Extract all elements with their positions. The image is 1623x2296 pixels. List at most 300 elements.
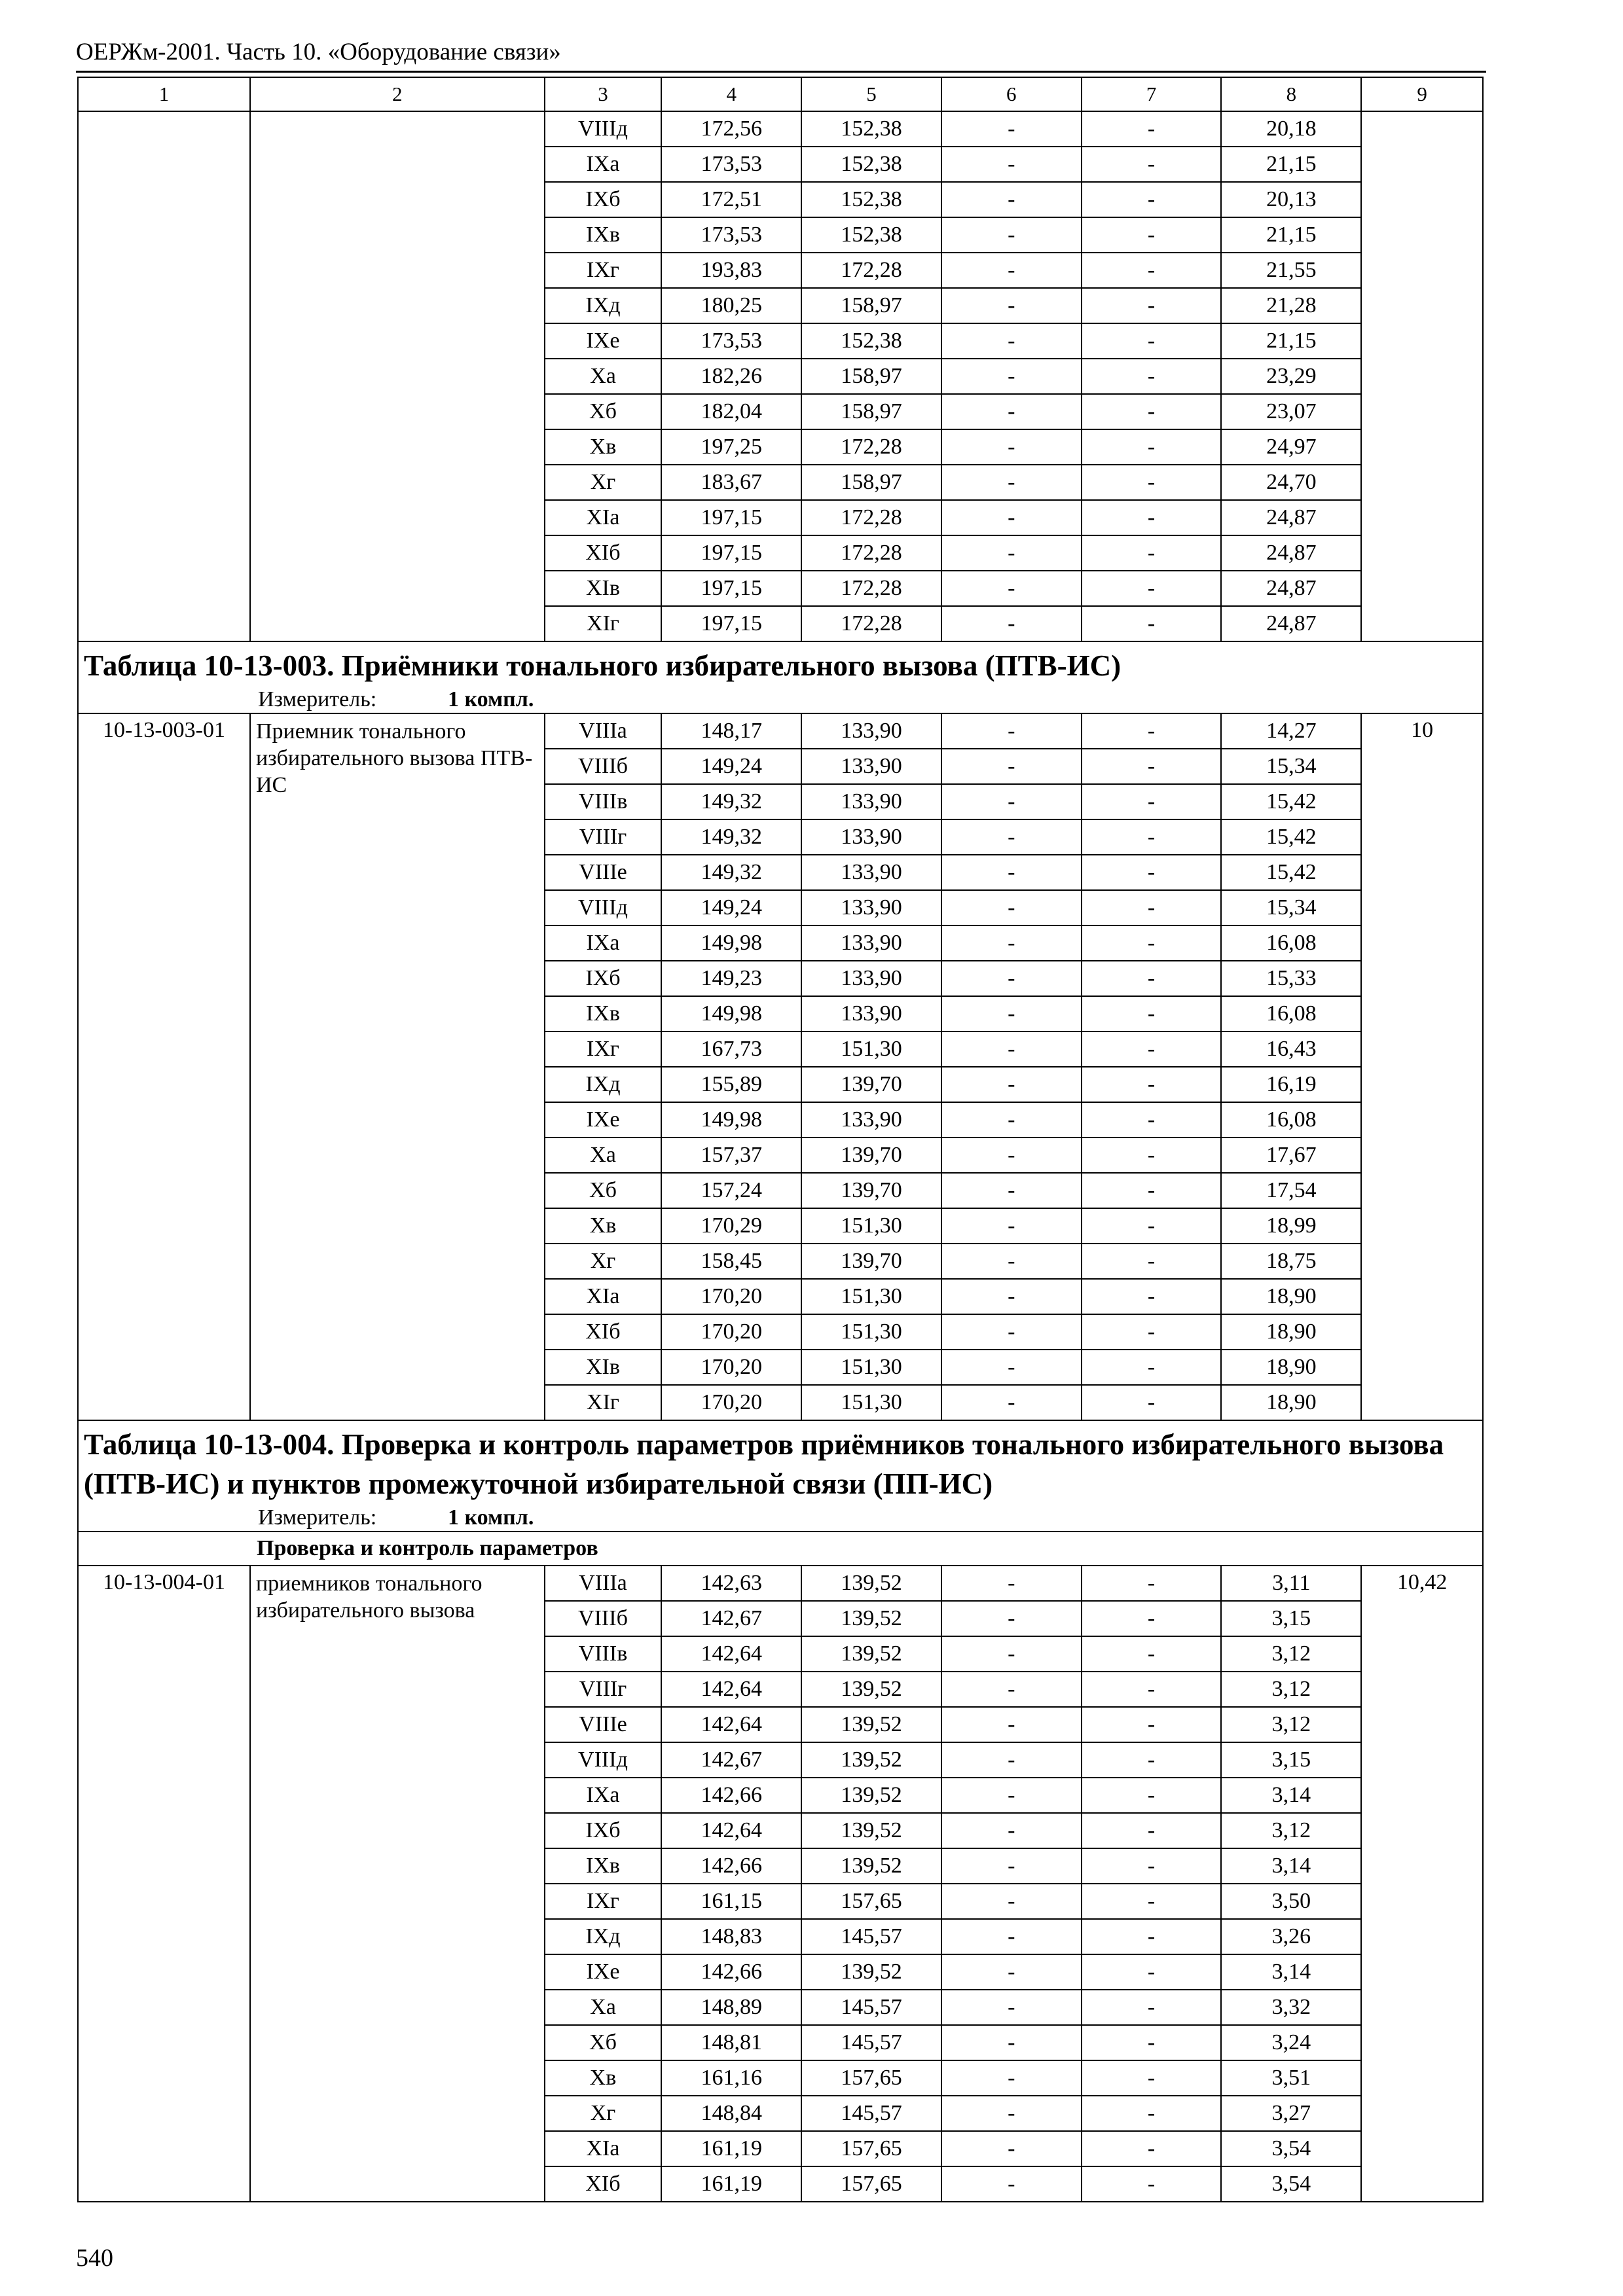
- table-cell: 133,90: [801, 855, 941, 890]
- table-cell: 149,98: [661, 996, 801, 1031]
- table-cell: 149,98: [661, 925, 801, 961]
- table-cell: -: [941, 1279, 1082, 1314]
- table-cell: 24,70: [1221, 465, 1361, 500]
- table-cell: -: [941, 819, 1082, 855]
- table-cell: 161,19: [661, 2166, 801, 2202]
- table-cell: XIб: [545, 535, 662, 571]
- table-cell: 3,54: [1221, 2166, 1361, 2202]
- table-cell: 149,32: [661, 855, 801, 890]
- table-cell: IXе: [545, 1954, 662, 1990]
- table-cell: 170,29: [661, 1208, 801, 1244]
- table-title-cell: [78, 1420, 1483, 1532]
- table-cell: XIг: [545, 606, 662, 641]
- table-cell: 142,66: [661, 1778, 801, 1813]
- table-cell: 170,20: [661, 1279, 801, 1314]
- table-cell: -: [1082, 1244, 1222, 1279]
- table-cell: -: [941, 1884, 1082, 1919]
- table-cell: 151,30: [801, 1350, 941, 1385]
- column-number: 1: [78, 77, 250, 111]
- rates-table: [77, 77, 1484, 2202]
- table-cell: 18,99: [1221, 1208, 1361, 1244]
- table-cell: 3,15: [1221, 1601, 1361, 1636]
- table-cell: -: [941, 713, 1082, 749]
- table-cell: -: [941, 1990, 1082, 2025]
- table-cell: 3,51: [1221, 2060, 1361, 2096]
- table-cell: -: [1082, 1848, 1222, 1884]
- table-cell: 3,14: [1221, 1848, 1361, 1884]
- table-cell: -: [941, 1813, 1082, 1848]
- table-cell: -: [1082, 1636, 1222, 1672]
- table-cell: XIв: [545, 571, 662, 606]
- table-cell: -: [1082, 2025, 1222, 2060]
- table-cell: 172,56: [661, 111, 801, 147]
- table-cell: -: [941, 1672, 1082, 1707]
- table-cell: -: [941, 429, 1082, 465]
- table-cell: 18,90: [1221, 1385, 1361, 1420]
- table-cell: VIIIд: [545, 111, 662, 147]
- table-cell: 133,90: [801, 890, 941, 925]
- table-cell: -: [1082, 819, 1222, 855]
- column-number: 9: [1361, 77, 1483, 111]
- table-cell: -: [1082, 535, 1222, 571]
- table-cell: 170,20: [661, 1385, 801, 1420]
- subheading-row: [78, 1532, 1483, 1566]
- table-cell: XIг: [545, 1385, 662, 1420]
- table-cell: -: [941, 1314, 1082, 1350]
- table-cell: 158,97: [801, 288, 941, 323]
- table-cell: 158,97: [801, 359, 941, 394]
- table-cell: 142,67: [661, 1601, 801, 1636]
- table-cell: 152,38: [801, 217, 941, 253]
- table-cell: -: [941, 1067, 1082, 1102]
- table-cell: -: [941, 1244, 1082, 1279]
- table-cell: VIIIг: [545, 819, 662, 855]
- table-cell: -: [941, 465, 1082, 500]
- table-cell: -: [1082, 2131, 1222, 2166]
- rates-table-body: [78, 77, 1483, 2202]
- table-cell: 148,17: [661, 713, 801, 749]
- table-cell: VIIIг: [545, 1672, 662, 1707]
- table-cell: 21,15: [1221, 147, 1361, 182]
- table-cell: 161,15: [661, 1884, 801, 1919]
- table-cell: 172,28: [801, 500, 941, 535]
- table-cell: IXв: [545, 1848, 662, 1884]
- table-cell: VIIIб: [545, 1601, 662, 1636]
- table-cell: -: [941, 1385, 1082, 1420]
- table-cell: IXа: [545, 1778, 662, 1813]
- table-cell: 3,14: [1221, 1954, 1361, 1990]
- table-cell: 23,29: [1221, 359, 1361, 394]
- table-cell: 133,90: [801, 961, 941, 996]
- column-number: 5: [801, 77, 941, 111]
- column-number-row: [78, 77, 1483, 111]
- table-cell: 157,65: [801, 2131, 941, 2166]
- table-cell: 16,08: [1221, 1102, 1361, 1138]
- table-cell: -: [1082, 1813, 1222, 1848]
- table-cell: 16,19: [1221, 1067, 1361, 1102]
- table-cell: 142,66: [661, 1848, 801, 1884]
- table-cell: 139,52: [801, 1954, 941, 1990]
- table-cell: VIIIв: [545, 784, 662, 819]
- table-cell: -: [1082, 500, 1222, 535]
- table-cell: -: [1082, 749, 1222, 784]
- table-cell: 180,25: [661, 288, 801, 323]
- table-cell: 157,65: [801, 2060, 941, 2096]
- table-cell: 197,15: [661, 606, 801, 641]
- table-cell: 21,15: [1221, 323, 1361, 359]
- table-cell: 17,54: [1221, 1173, 1361, 1208]
- table-cell: 24,87: [1221, 571, 1361, 606]
- table-cell: 16,08: [1221, 925, 1361, 961]
- table-cell: 23,07: [1221, 394, 1361, 429]
- coefficient-cell: [1361, 111, 1483, 641]
- table-cell: 133,90: [801, 749, 941, 784]
- table-cell: 3,12: [1221, 1672, 1361, 1707]
- table-cell: -: [1082, 1102, 1222, 1138]
- table-cell: -: [1082, 147, 1222, 182]
- table-cell: -: [1082, 1385, 1222, 1420]
- measure-label: Измеритель:: [258, 1505, 377, 1530]
- table-cell: -: [1082, 1672, 1222, 1707]
- table-cell: IXг: [545, 253, 662, 288]
- table-cell: -: [1082, 1954, 1222, 1990]
- rate-name: приемников тонального избирательного вызова: [250, 1566, 545, 2202]
- table-cell: 157,37: [661, 1138, 801, 1173]
- table-cell: -: [941, 996, 1082, 1031]
- table-cell: 152,38: [801, 323, 941, 359]
- table-cell: VIIIа: [545, 713, 662, 749]
- table-cell: -: [941, 111, 1082, 147]
- table-cell: -: [1082, 2096, 1222, 2131]
- table-cell: -: [941, 890, 1082, 925]
- table-cell: 197,15: [661, 535, 801, 571]
- table-cell: 139,52: [801, 1778, 941, 1813]
- table-cell: XIб: [545, 1314, 662, 1350]
- table-title: Таблица 10-13-003. Приёмники тонального избирательного вызова (ПТВ-ИС): [84, 649, 1122, 682]
- table-cell: -: [941, 359, 1082, 394]
- table-cell: 145,57: [801, 1990, 941, 2025]
- table-cell: -: [1082, 1314, 1222, 1350]
- table-cell: -: [1082, 1778, 1222, 1813]
- table-cell: -: [1082, 606, 1222, 641]
- table-cell: -: [941, 1208, 1082, 1244]
- table-cell: 3,24: [1221, 2025, 1361, 2060]
- table-cell: 172,28: [801, 253, 941, 288]
- table-cell: 182,26: [661, 359, 801, 394]
- table-cell: 149,98: [661, 1102, 801, 1138]
- table-cell: XIа: [545, 500, 662, 535]
- table-cell: -: [941, 855, 1082, 890]
- table-cell: 151,30: [801, 1279, 941, 1314]
- rate-name: Приемник тонального избирательного вызова ПТВ-ИС: [250, 713, 545, 1420]
- table-cell: 148,89: [661, 1990, 801, 2025]
- table-cell: 197,15: [661, 571, 801, 606]
- table-cell: -: [1082, 996, 1222, 1031]
- table-cell: 149,32: [661, 784, 801, 819]
- table-cell: 3,26: [1221, 1919, 1361, 1954]
- table-cell: 139,52: [801, 1707, 941, 1742]
- table-cell: 158,97: [801, 465, 941, 500]
- table-cell: 133,90: [801, 819, 941, 855]
- table-cell: 24,87: [1221, 535, 1361, 571]
- table-cell: 3,50: [1221, 1884, 1361, 1919]
- table-cell: 18,90: [1221, 1314, 1361, 1350]
- table-cell: 183,67: [661, 465, 801, 500]
- table-cell: -: [1082, 288, 1222, 323]
- table-cell: 133,90: [801, 784, 941, 819]
- measure-line: [84, 1505, 1482, 1531]
- table-cell: 139,70: [801, 1067, 941, 1102]
- table-cell: -: [1082, 217, 1222, 253]
- table-cell: 21,15: [1221, 217, 1361, 253]
- table-cell: 172,28: [801, 571, 941, 606]
- table-cell: 18,90: [1221, 1279, 1361, 1314]
- table-cell: 139,70: [801, 1244, 941, 1279]
- table-cell: -: [941, 1566, 1082, 1601]
- table-title-cell: [78, 641, 1483, 713]
- table-cell: 139,52: [801, 1813, 941, 1848]
- table-cell: 173,53: [661, 323, 801, 359]
- table-cell: 142,66: [661, 1954, 801, 1990]
- table-cell: -: [1082, 1707, 1222, 1742]
- table-cell: 148,83: [661, 1919, 801, 1954]
- table-cell: 139,70: [801, 1138, 941, 1173]
- table-cell: -: [941, 217, 1082, 253]
- table-cell: -: [941, 1102, 1082, 1138]
- table-cell: VIIIб: [545, 749, 662, 784]
- table-cell: -: [941, 2060, 1082, 2096]
- table-cell: -: [1082, 1884, 1222, 1919]
- column-number: 8: [1221, 77, 1361, 111]
- table-cell: 139,52: [801, 1672, 941, 1707]
- table-cell: 18,90: [1221, 1350, 1361, 1385]
- table-cell: 161,19: [661, 2131, 801, 2166]
- table-cell: 3,12: [1221, 1636, 1361, 1672]
- table-cell: -: [941, 1954, 1082, 1990]
- table-cell: -: [941, 1707, 1082, 1742]
- table-cell: 149,24: [661, 890, 801, 925]
- table-cell: 193,83: [661, 253, 801, 288]
- table-cell: -: [1082, 465, 1222, 500]
- table-cell: 133,90: [801, 925, 941, 961]
- table-cell: -: [941, 394, 1082, 429]
- table-cell: Xа: [545, 1990, 662, 2025]
- table-cell: -: [1082, 323, 1222, 359]
- table-cell: 172,28: [801, 535, 941, 571]
- table-cell: 14,27: [1221, 713, 1361, 749]
- table-cell: -: [941, 1778, 1082, 1813]
- table-cell: 3,27: [1221, 2096, 1361, 2131]
- table-cell: -: [1082, 890, 1222, 925]
- table-cell: 149,23: [661, 961, 801, 996]
- column-number: 2: [250, 77, 545, 111]
- table-cell: 139,52: [801, 1742, 941, 1778]
- table-cell: Xг: [545, 2096, 662, 2131]
- table-cell: -: [941, 147, 1082, 182]
- table-cell: -: [1082, 1208, 1222, 1244]
- table-row: [78, 1566, 1483, 1601]
- table-cell: 142,67: [661, 1742, 801, 1778]
- table-cell: 139,52: [801, 1636, 941, 1672]
- table-cell: 139,52: [801, 1601, 941, 1636]
- table-cell: -: [941, 749, 1082, 784]
- table-cell: XIв: [545, 1350, 662, 1385]
- table-cell: Xб: [545, 1173, 662, 1208]
- table-cell: -: [1082, 1350, 1222, 1385]
- table-cell: 151,30: [801, 1208, 941, 1244]
- table-cell: IXд: [545, 1919, 662, 1954]
- table-cell: -: [941, 1636, 1082, 1672]
- table-cell: -: [1082, 961, 1222, 996]
- table-cell: 173,53: [661, 147, 801, 182]
- table-cell: 151,30: [801, 1314, 941, 1350]
- table-cell: 24,97: [1221, 429, 1361, 465]
- table-cell: VIIIе: [545, 855, 662, 890]
- table-cell: -: [1082, 713, 1222, 749]
- table-cell: -: [941, 323, 1082, 359]
- table-cell: Xв: [545, 429, 662, 465]
- table-cell: 142,64: [661, 1672, 801, 1707]
- table-cell: 170,20: [661, 1314, 801, 1350]
- table-title: Таблица 10-13-004. Проверка и контроль параметров приёмников тонального избирательного вызова (ПТВ-ИС) и пунктов промежуточной избирательной связи (ПП-ИС): [84, 1428, 1444, 1500]
- table-cell: -: [941, 1742, 1082, 1778]
- running-head: ОЕРЖм-2001. Часть 10. «Оборудование связи»: [76, 39, 561, 65]
- table-cell: IXв: [545, 996, 662, 1031]
- table-cell: 161,16: [661, 2060, 801, 2096]
- header-rule: [76, 71, 1486, 73]
- table-cell: -: [1082, 1031, 1222, 1067]
- table-cell: -: [941, 1919, 1082, 1954]
- table-cell: 149,24: [661, 749, 801, 784]
- table-cell: -: [1082, 1138, 1222, 1173]
- code-cell: [78, 111, 250, 641]
- table-cell: 148,84: [661, 2096, 801, 2131]
- table-cell: -: [1082, 1742, 1222, 1778]
- measure-line: [84, 687, 1482, 713]
- table-cell: Xг: [545, 465, 662, 500]
- table-cell: 3,11: [1221, 1566, 1361, 1601]
- column-number: 4: [661, 77, 801, 111]
- table-cell: -: [941, 1350, 1082, 1385]
- table-cell: 3,12: [1221, 1813, 1361, 1848]
- table-cell: 197,25: [661, 429, 801, 465]
- table-cell: 15,34: [1221, 749, 1361, 784]
- table-cell: -: [941, 1173, 1082, 1208]
- table-cell: -: [1082, 571, 1222, 606]
- table-cell: 15,34: [1221, 890, 1361, 925]
- table-cell: Xб: [545, 394, 662, 429]
- table-cell: -: [941, 925, 1082, 961]
- table-cell: -: [941, 2131, 1082, 2166]
- table-cell: -: [1082, 1601, 1222, 1636]
- table-cell: 15,42: [1221, 855, 1361, 890]
- coefficient-value: 10: [1361, 713, 1483, 1420]
- table-cell: IXв: [545, 217, 662, 253]
- table-cell: 21,55: [1221, 253, 1361, 288]
- table-cell: 3,15: [1221, 1742, 1361, 1778]
- page-number: 540: [76, 2244, 113, 2272]
- table-cell: IXа: [545, 925, 662, 961]
- table-cell: 16,43: [1221, 1031, 1361, 1067]
- table-cell: 167,73: [661, 1031, 801, 1067]
- table-cell: -: [1082, 1566, 1222, 1601]
- rate-code: 10-13-004-01: [78, 1566, 250, 2202]
- table-cell: IXа: [545, 147, 662, 182]
- table-cell: 24,87: [1221, 606, 1361, 641]
- table-cell: 17,67: [1221, 1138, 1361, 1173]
- table-cell: 182,04: [661, 394, 801, 429]
- table-cell: 21,28: [1221, 288, 1361, 323]
- table-cell: -: [941, 2166, 1082, 2202]
- table-cell: -: [1082, 253, 1222, 288]
- table-cell: -: [1082, 429, 1222, 465]
- table-cell: IXб: [545, 182, 662, 217]
- table-cell: -: [1082, 111, 1222, 147]
- table-cell: -: [1082, 1067, 1222, 1102]
- column-number: 7: [1082, 77, 1222, 111]
- table-cell: VIIIе: [545, 1707, 662, 1742]
- table-cell: 152,38: [801, 182, 941, 217]
- table-cell: -: [941, 606, 1082, 641]
- table-cell: 133,90: [801, 713, 941, 749]
- table-cell: -: [941, 2025, 1082, 2060]
- table-cell: 172,28: [801, 429, 941, 465]
- measure-value: 1 компл.: [448, 687, 534, 711]
- table-cell: XIа: [545, 2131, 662, 2166]
- table-cell: XIб: [545, 2166, 662, 2202]
- column-number: 6: [941, 77, 1082, 111]
- table-cell: 3,12: [1221, 1707, 1361, 1742]
- table-cell: 172,28: [801, 606, 941, 641]
- table-row: [78, 713, 1483, 749]
- table-cell: -: [1082, 1279, 1222, 1314]
- table-cell: -: [1082, 2166, 1222, 2202]
- table-cell: IXд: [545, 288, 662, 323]
- table-cell: 158,97: [801, 394, 941, 429]
- table-cell: 3,54: [1221, 2131, 1361, 2166]
- table-title-row: [78, 641, 1483, 713]
- table-cell: 3,14: [1221, 1778, 1361, 1813]
- table-cell: -: [1082, 855, 1222, 890]
- table-cell: -: [941, 961, 1082, 996]
- rate-code: 10-13-003-01: [78, 713, 250, 1420]
- table-cell: 157,24: [661, 1173, 801, 1208]
- section-subheading: Проверка и контроль параметров: [78, 1532, 1483, 1566]
- table-cell: -: [941, 1848, 1082, 1884]
- measure-label: Измеритель:: [258, 687, 377, 711]
- table-cell: -: [941, 1601, 1082, 1636]
- table-cell: 142,64: [661, 1707, 801, 1742]
- table-cell: 158,45: [661, 1244, 801, 1279]
- table-cell: 15,33: [1221, 961, 1361, 996]
- table-cell: VIIIд: [545, 890, 662, 925]
- table-cell: VIIIд: [545, 1742, 662, 1778]
- table-cell: -: [941, 535, 1082, 571]
- measure-value: 1 компл.: [448, 1505, 534, 1530]
- table-cell: 142,64: [661, 1636, 801, 1672]
- table-cell: 133,90: [801, 1102, 941, 1138]
- table-cell: 20,13: [1221, 182, 1361, 217]
- table-cell: 173,53: [661, 217, 801, 253]
- table-cell: 152,38: [801, 111, 941, 147]
- column-number: 3: [545, 77, 662, 111]
- table-cell: 20,18: [1221, 111, 1361, 147]
- table-cell: 170,20: [661, 1350, 801, 1385]
- table-cell: -: [1082, 359, 1222, 394]
- table-cell: 15,42: [1221, 784, 1361, 819]
- table-cell: 139,52: [801, 1566, 941, 1601]
- table-cell: XIа: [545, 1279, 662, 1314]
